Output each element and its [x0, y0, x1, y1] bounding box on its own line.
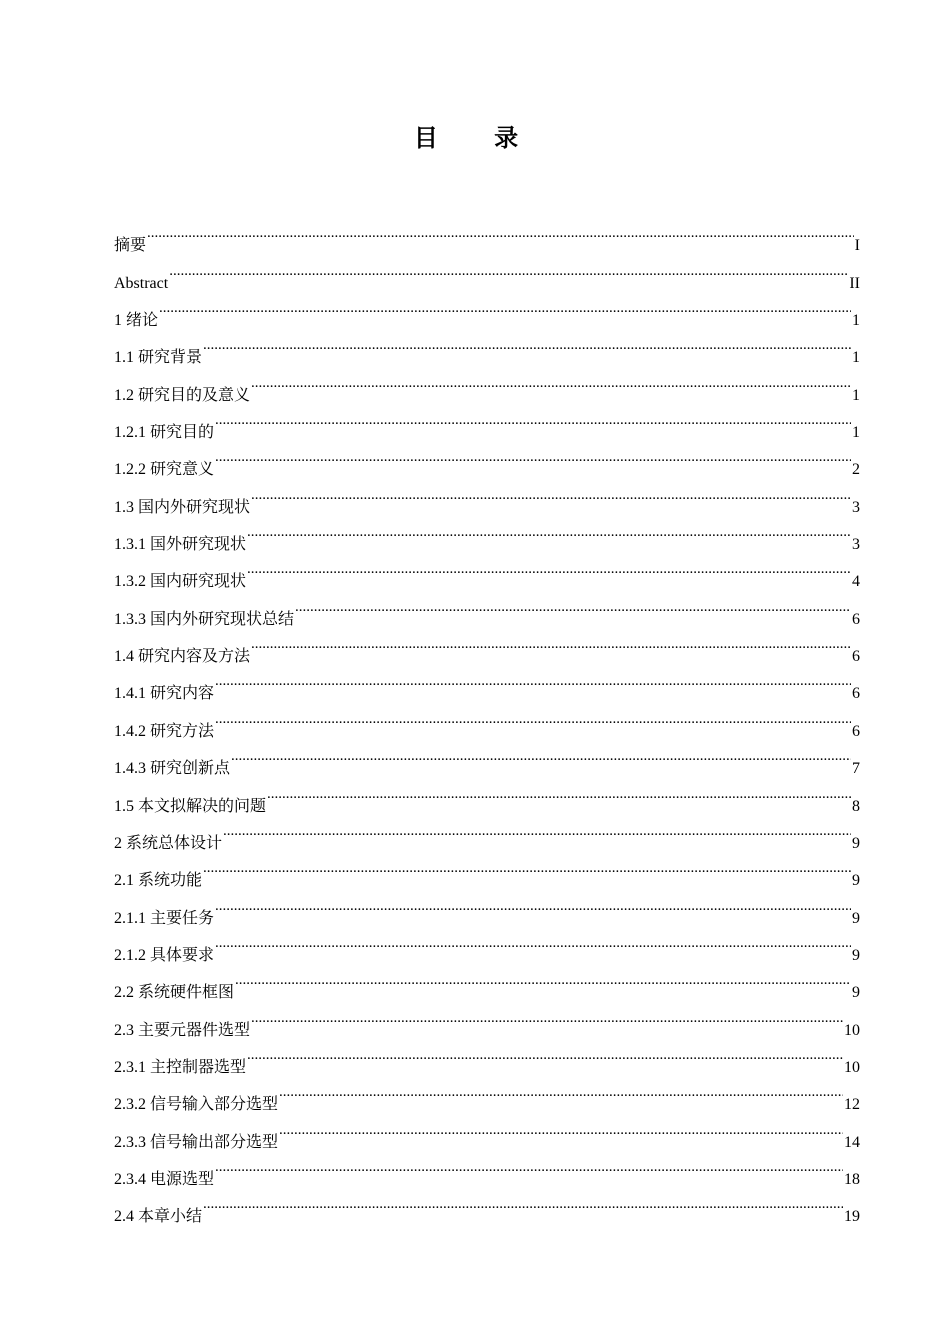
toc-entry-page-number: 14 — [844, 1133, 860, 1151]
toc-dot-leader — [279, 1072, 843, 1109]
toc-entry-page-number: II — [849, 274, 860, 292]
toc-dot-leader — [215, 1147, 843, 1184]
toc-entry-label: 2 系统总体设计 — [114, 834, 223, 852]
toc-title: 目 录 — [413, 124, 543, 152]
toc-dot-leader — [251, 997, 843, 1034]
toc-entry[interactable] — [114, 811, 860, 852]
toc-entry-label: 1.4.1 研究内容 — [114, 685, 215, 703]
toc-entry-label: Abstract — [114, 274, 169, 292]
toc-entry[interactable] — [114, 698, 860, 740]
toc-entry[interactable] — [114, 250, 860, 292]
toc-entry-page-number: 3 — [852, 536, 860, 554]
toc-dot-leader — [247, 1035, 843, 1072]
toc-entry[interactable] — [114, 885, 860, 927]
toc-entry-label: 2.4 本章小结 — [114, 1208, 203, 1226]
toc-entry[interactable] — [114, 474, 860, 516]
toc-entry-label: 1.3.3 国内外研究现状总结 — [114, 610, 295, 628]
toc-entry[interactable] — [114, 288, 860, 330]
toc-dot-leader — [251, 474, 851, 511]
toc-dot-leader — [215, 400, 851, 437]
toc-entry-label: 摘要 — [114, 237, 147, 255]
toc-dot-leader — [215, 885, 851, 922]
toc-entry-page-number: 19 — [844, 1208, 860, 1226]
toc-entry[interactable] — [114, 960, 860, 1002]
toc-dot-leader — [203, 1184, 843, 1221]
toc-entry[interactable] — [114, 736, 860, 778]
toc-entry[interactable] — [114, 1184, 860, 1226]
toc-entry-page-number: 6 — [852, 685, 860, 703]
toc-entry-label: 2.1 系统功能 — [114, 872, 203, 890]
toc-entry[interactable] — [114, 1147, 860, 1188]
toc-entry-label: 1.4 研究内容及方法 — [114, 648, 251, 666]
toc-dot-leader — [223, 811, 851, 848]
toc-entry-page-number: 10 — [844, 1058, 860, 1076]
toc-dot-leader — [247, 512, 851, 549]
toc-entry-label: 2.3.2 信号输入部分选型 — [114, 1096, 279, 1114]
toc-entry-label: 2.1.1 主要任务 — [114, 909, 215, 927]
toc-dot-leader — [247, 549, 851, 586]
toc-entry-page-number: 1 — [852, 424, 860, 442]
toc-dot-leader — [215, 923, 851, 960]
toc-dot-leader — [231, 736, 851, 773]
toc-entry[interactable] — [114, 437, 860, 479]
toc-entry-page-number: 1 — [852, 386, 860, 404]
toc-entry-label: 2.3 主要元器件选型 — [114, 1021, 251, 1039]
toc-entry-label: 1.1 研究背景 — [114, 349, 203, 367]
toc-dot-leader — [235, 960, 851, 997]
toc-entry-page-number: 6 — [852, 610, 860, 628]
toc-entry-label: 2.1.2 具体要求 — [114, 946, 215, 964]
toc-dot-leader — [147, 213, 854, 250]
toc-dot-leader — [169, 250, 848, 287]
toc-entry-page-number: 9 — [852, 984, 860, 1002]
toc-entry[interactable] — [114, 848, 860, 890]
toc-entry-label: 2.3.3 信号输出部分选型 — [114, 1133, 279, 1151]
toc-entry-page-number: 1 — [852, 349, 860, 367]
toc-entry-page-number: 2 — [852, 461, 860, 479]
toc-dot-leader — [203, 848, 851, 885]
toc-entry-label: 1.3.1 国外研究现状 — [114, 536, 247, 554]
toc-dot-leader — [159, 288, 851, 325]
toc-dot-leader — [251, 362, 851, 399]
toc-entry-label: 2.2 系统硬件框图 — [114, 984, 235, 1002]
toc-list — [114, 213, 860, 1226]
toc-entry-page-number: 9 — [852, 834, 860, 852]
toc-dot-leader — [251, 624, 851, 661]
toc-entry-label: 1.3.2 国内研究现状 — [114, 573, 247, 591]
toc-dot-leader — [215, 437, 851, 474]
toc-dot-leader — [267, 773, 851, 810]
toc-entry-page-number: 10 — [844, 1021, 860, 1039]
toc-dot-leader — [215, 698, 851, 735]
toc-entry-page-number: 9 — [852, 909, 860, 927]
toc-dot-leader — [203, 325, 851, 362]
toc-entry-page-number: 18 — [844, 1170, 860, 1188]
toc-dot-leader — [279, 1109, 843, 1146]
toc-entry-label: 1.3 国内外研究现状 — [114, 498, 251, 516]
toc-dot-leader — [215, 661, 851, 698]
toc-entry[interactable] — [114, 923, 860, 964]
toc-entry[interactable] — [114, 661, 860, 703]
toc-entry-label: 1.4.2 研究方法 — [114, 722, 215, 740]
toc-entry-label: 2.3.4 电源选型 — [114, 1170, 215, 1188]
toc-entry[interactable] — [114, 400, 860, 442]
toc-entry-label: 1.4.3 研究创新点 — [114, 760, 231, 778]
toc-entry-page-number: 7 — [852, 760, 860, 778]
toc-entry-page-number: 12 — [844, 1096, 860, 1114]
toc-entry-page-number: 3 — [852, 498, 860, 516]
toc-entry-page-number: I — [854, 237, 860, 255]
toc-entry-label: 1.2 研究目的及意义 — [114, 386, 251, 404]
toc-entry-page-number: 9 — [852, 946, 860, 964]
toc-entry-label: 1.2.2 研究意义 — [114, 461, 215, 479]
toc-dot-leader — [295, 586, 851, 623]
toc-entry[interactable] — [114, 213, 860, 255]
toc-entry-page-number: 4 — [852, 573, 860, 591]
toc-entry-page-number: 1 — [852, 312, 860, 330]
toc-entry[interactable] — [114, 325, 860, 367]
toc-entry-label: 1.2.1 研究目的 — [114, 424, 215, 442]
toc-entry-page-number: 6 — [852, 648, 860, 666]
toc-entry-label: 2.3.1 主控制器选型 — [114, 1058, 247, 1076]
toc-entry-label: 1 绪论 — [114, 312, 159, 330]
toc-entry-page-number: 6 — [852, 722, 860, 740]
toc-entry-label: 1.5 本文拟解决的问题 — [114, 797, 267, 815]
toc-entry-page-number: 8 — [852, 797, 860, 815]
toc-entry[interactable] — [114, 362, 860, 404]
toc-entry-page-number: 9 — [852, 872, 860, 890]
